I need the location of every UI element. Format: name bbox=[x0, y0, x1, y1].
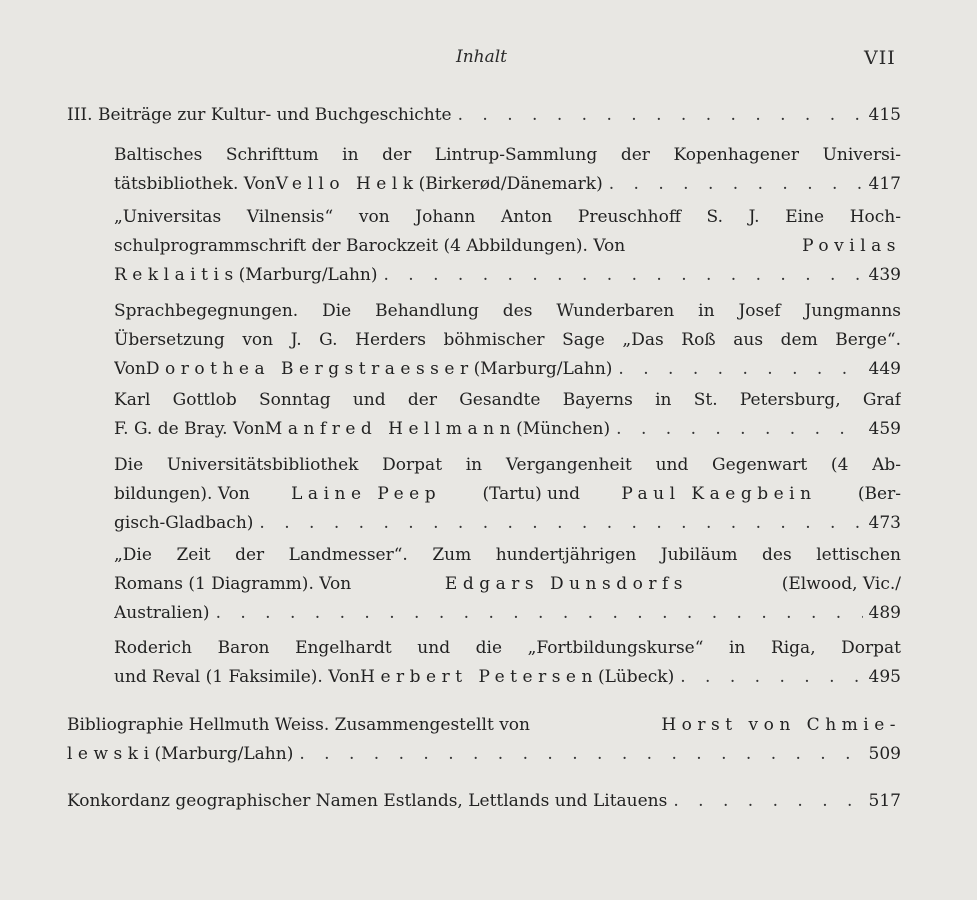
entry-affiliation: (Elwood, Vic./ bbox=[781, 574, 901, 594]
page-number: 417 bbox=[868, 174, 901, 194]
leader-dots bbox=[680, 663, 862, 692]
entry-title-line: Die Universitätsbibliothek Dorpat in Vergangenheit und Gegenwart (4 Ab- bbox=[114, 455, 901, 475]
entry-author: lewski bbox=[67, 744, 155, 764]
running-header-page-number: VII bbox=[864, 47, 896, 69]
leader-dots bbox=[259, 509, 862, 538]
toc-concordance bbox=[67, 787, 901, 816]
entry-affiliation: (Marburg/Lahn) bbox=[154, 744, 294, 764]
page-number: 415 bbox=[868, 105, 901, 125]
entry-affiliation: (Ber- bbox=[857, 484, 901, 504]
entry-title-line: „Die Zeit der Landmesser“. Zum hundertjährigen Jubiläum des lettischen bbox=[114, 545, 901, 565]
entry-author: Paul Kaegbein bbox=[621, 484, 817, 504]
entry-affiliation: (Marburg/Lahn) bbox=[473, 359, 613, 379]
entry-affiliation: gisch-Gladbach) bbox=[114, 513, 254, 533]
entry-title-line: bildungen). Von bbox=[114, 484, 250, 504]
entry-title-line: Baltisches Schrifttum in der Lintrup-Sammlung der Kopenhagener Universi- bbox=[114, 145, 901, 165]
entry-title-line: Übersetzung von J. G. Herders böhmischer Sage „Das Roß aus dem Berge“. bbox=[114, 330, 901, 350]
toc-bibliography bbox=[67, 711, 901, 769]
page-number: 473 bbox=[868, 513, 901, 533]
entry-title-line: Romans (1 Diagramm). Von bbox=[114, 574, 352, 594]
entry-title-line: schulprogrammschrift der Barockzeit (4 Abbildungen). Von bbox=[114, 236, 626, 256]
entry-affiliation: (Lübeck) bbox=[597, 667, 675, 687]
entry-title-line: Roderich Baron Engelhardt und die „Fortbildungskurse“ in Riga, Dorpat bbox=[114, 638, 901, 658]
page-number: 509 bbox=[868, 744, 901, 764]
toc-entry bbox=[114, 386, 901, 444]
entry-affiliation: (Marburg/Lahn) bbox=[238, 265, 378, 285]
entry-author: Edgars Dunsdorfs bbox=[444, 574, 688, 594]
section-label: III. Beiträge zur Kultur- und Buchgeschichte bbox=[67, 105, 452, 125]
entry-title-line: Konkordanz geographischer Namen Estlands, Lettlands und Litauens bbox=[67, 791, 668, 811]
toc-entry bbox=[114, 297, 901, 384]
leader-dots bbox=[618, 355, 862, 384]
page-number: 489 bbox=[868, 603, 901, 623]
leader-dots bbox=[458, 101, 863, 130]
entry-author: Horst von Chmie- bbox=[661, 715, 901, 735]
toc-entry bbox=[114, 634, 901, 692]
page-number: 449 bbox=[868, 359, 901, 379]
running-header-title: Inhalt bbox=[456, 47, 508, 67]
leader-dots bbox=[299, 740, 862, 769]
entry-title-line: Sprachbegegnungen. Die Behandlung des Wunderbaren in Josef Jungmanns bbox=[114, 301, 901, 321]
entry-author: Dorothea Bergstraesser bbox=[145, 359, 474, 379]
entry-affiliation: (Tartu) und bbox=[482, 484, 580, 504]
toc-entry bbox=[114, 141, 901, 199]
entry-title-line: Von bbox=[114, 359, 146, 379]
leader-dots bbox=[384, 261, 863, 290]
toc-entry bbox=[114, 541, 901, 628]
entry-author: Povilas bbox=[802, 236, 901, 256]
page-number: 517 bbox=[868, 791, 901, 811]
page-number: 459 bbox=[868, 419, 901, 439]
entry-title-line: F. G. de Bray. Von bbox=[114, 419, 265, 439]
page-number: 439 bbox=[868, 265, 901, 285]
entry-author: Laine Peep bbox=[291, 484, 442, 504]
page-number: 495 bbox=[868, 667, 901, 687]
entry-author: Reklaitis bbox=[114, 265, 239, 285]
toc-entry bbox=[114, 203, 901, 290]
leader-dots bbox=[616, 415, 862, 444]
entry-author: Vello Helk bbox=[275, 174, 419, 194]
entry-affiliation: (Birkerød/Dänemark) bbox=[418, 174, 603, 194]
entry-title-line: Bibliographie Hellmuth Weiss. Zusammengestellt von bbox=[67, 715, 530, 735]
toc-section-heading bbox=[67, 101, 901, 130]
entry-title-line: „Universitas Vilnensis“ von Johann Anton Preuschhoff S. J. Eine Hoch- bbox=[114, 207, 901, 227]
entry-affiliation: (München) bbox=[516, 419, 611, 439]
entry-title-line: tätsbibliothek. Von bbox=[114, 174, 276, 194]
entry-author: Manfred Hellmann bbox=[264, 419, 517, 439]
leader-dots bbox=[216, 599, 863, 628]
entry-affiliation: Australien) bbox=[114, 603, 210, 623]
entry-title-line: Karl Gottlob Sonntag und der Gesandte Bayerns in St. Petersburg, Graf bbox=[114, 390, 901, 410]
toc-entry bbox=[114, 451, 901, 538]
leader-dots bbox=[673, 787, 862, 816]
entry-author: Herbert Petersen bbox=[360, 667, 598, 687]
leader-dots bbox=[609, 170, 863, 199]
entry-title-line: und Reval (1 Faksimile). Von bbox=[114, 667, 361, 687]
